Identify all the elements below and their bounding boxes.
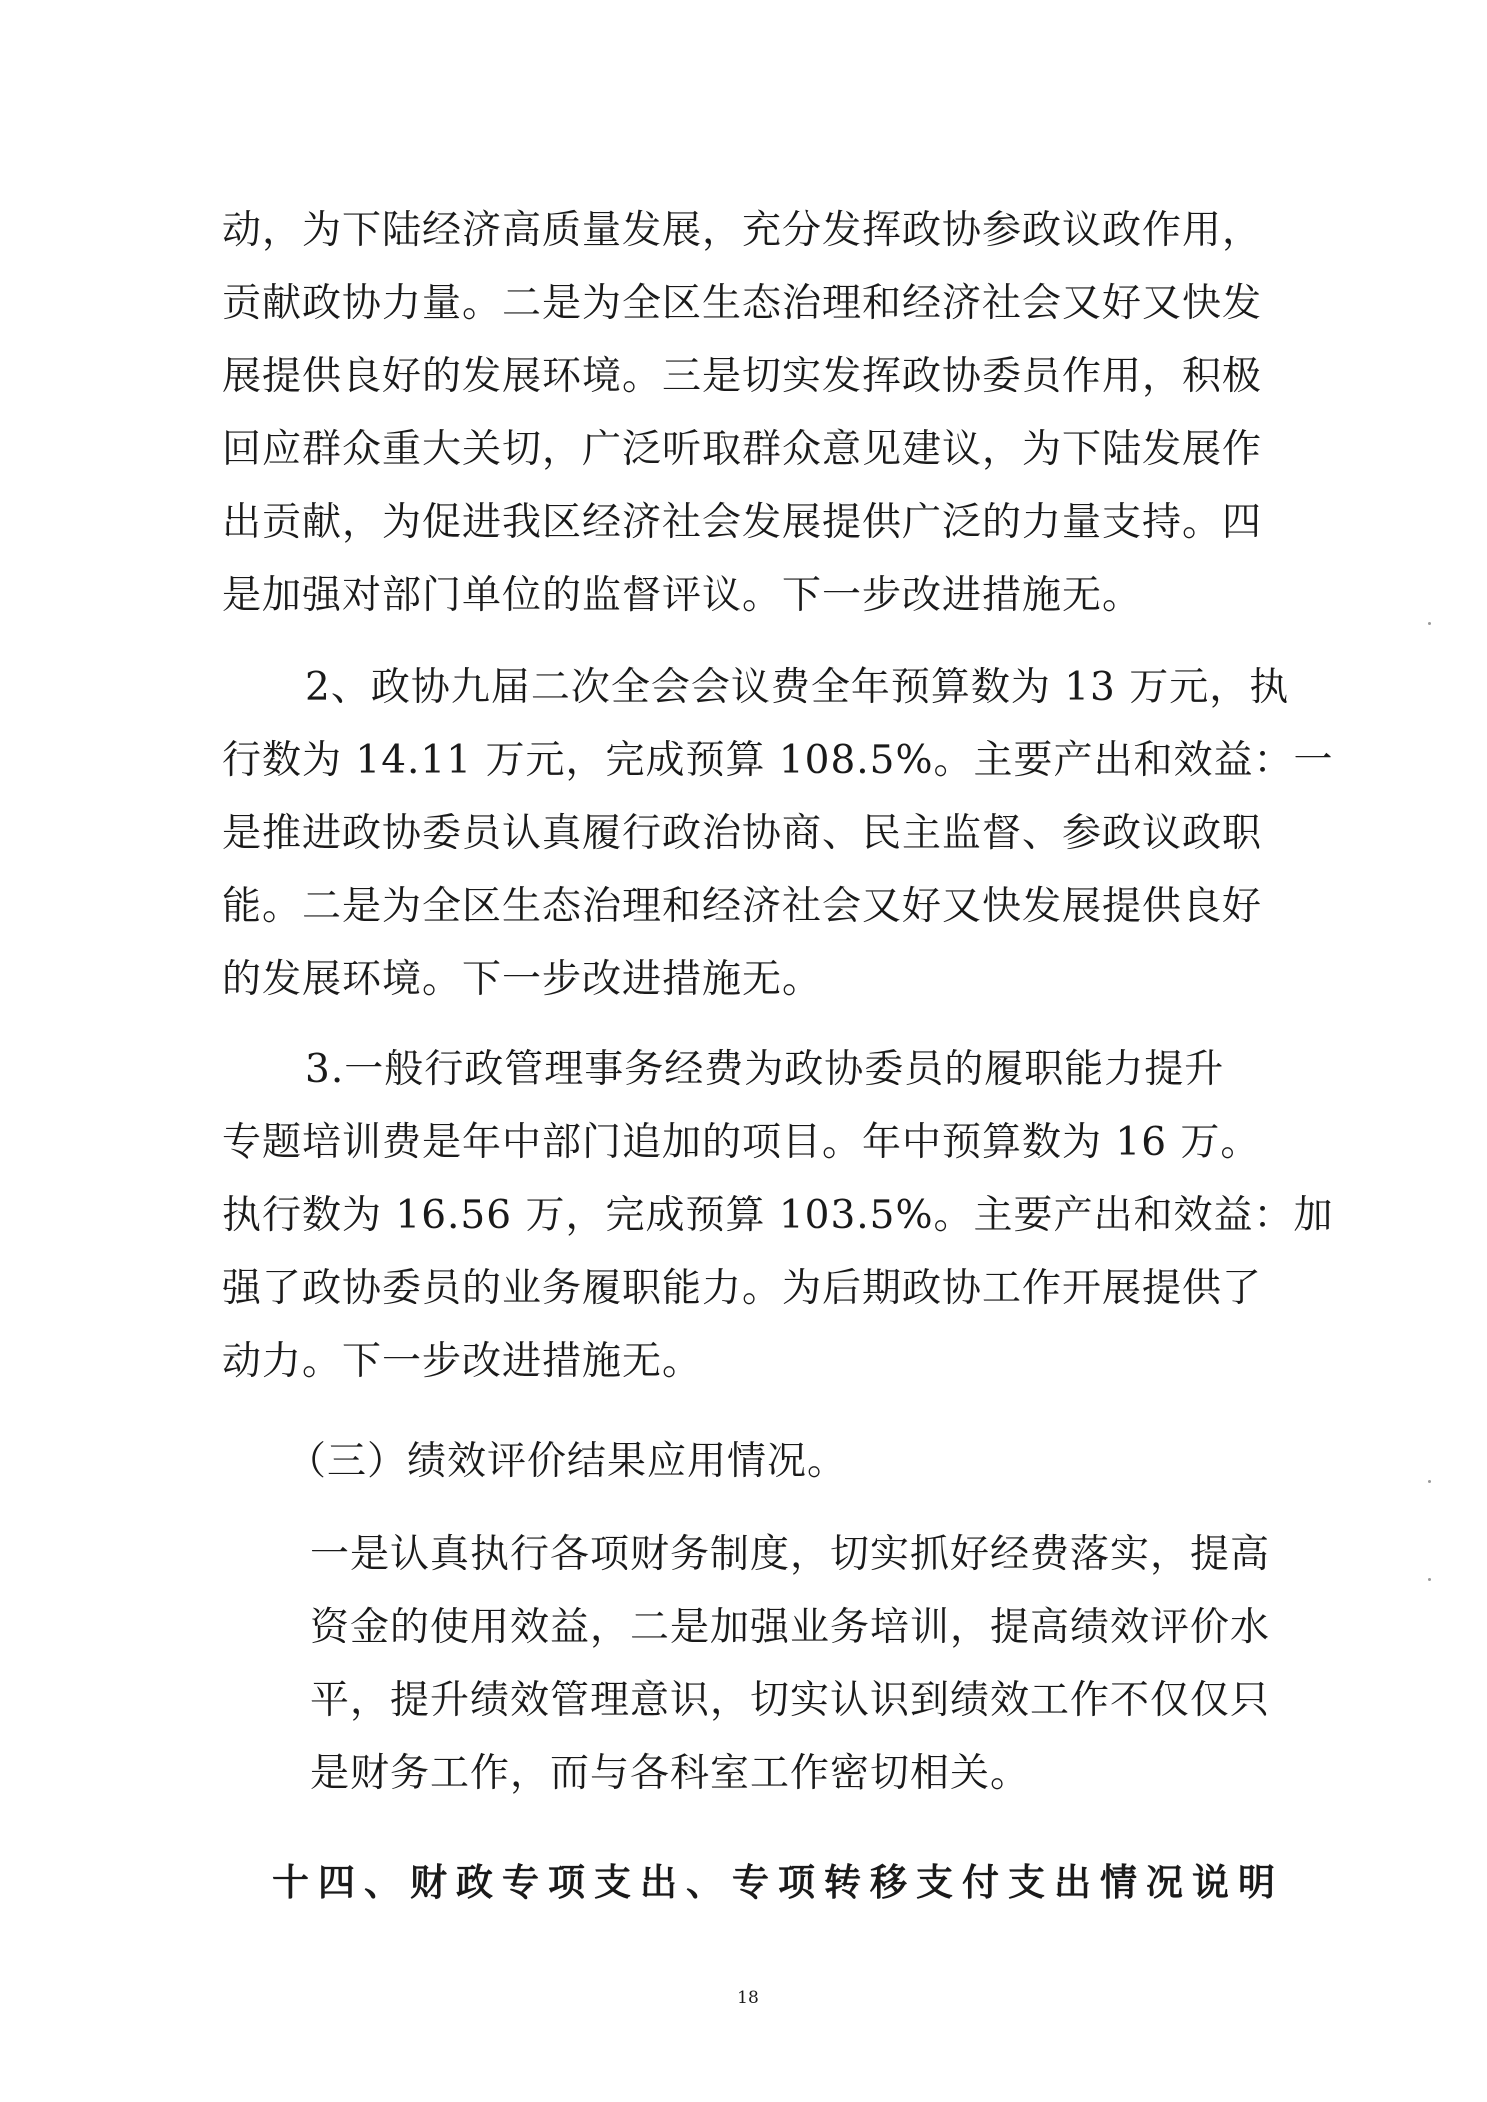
scan-speck	[1428, 622, 1431, 625]
text-line: 执行数为 16.56 万，完成预算 103.5%。主要产出和效益：加	[222, 1193, 1334, 1238]
text-line: 贡献政协力量。二是为全区生态治理和经济社会又好又快发	[222, 281, 1263, 326]
text-line: 一是认真执行各项财务制度，切实抓好经费落实，提高	[310, 1532, 1271, 1577]
text-line: （三）绩效评价结果应用情况。	[287, 1439, 848, 1484]
text-line: 平，提升绩效管理意识，切实认识到绩效工作不仅仅只	[310, 1678, 1271, 1723]
text-line: 行数为 14.11 万元，完成预算 108.5%。主要产出和效益：一	[222, 738, 1334, 783]
text-line: 的发展环境。下一步改进措施无。	[222, 957, 823, 1002]
text-line: 是推进政协委员认真履行政治协商、民主监督、参政议政职	[222, 811, 1263, 856]
page-number: 18	[737, 1988, 759, 2008]
scan-speck	[1428, 1480, 1431, 1483]
text-line: 回应群众重大关切，广泛听取群众意见建议，为下陆发展作	[222, 427, 1263, 472]
text-line: 专题培训费是年中部门追加的项目。年中预算数为 16 万。	[222, 1120, 1261, 1165]
text-line: 3.一般行政管理事务经费为政协委员的履职能力提升	[305, 1047, 1225, 1092]
text-line: 资金的使用效益，二是加强业务培训，提高绩效评价水	[310, 1605, 1271, 1650]
text-line: 是财务工作，而与各科室工作密切相关。	[310, 1751, 1031, 1796]
section-heading: 十四、财政专项支出、专项转移支付支出情况说明	[272, 1860, 1284, 1904]
text-line: 动，为下陆经济高质量发展，充分发挥政协参政议政作用，	[222, 208, 1263, 253]
text-line: 是加强对部门单位的监督评议。下一步改进措施无。	[222, 573, 1143, 618]
text-line: 动力。下一步改进措施无。	[222, 1339, 703, 1384]
text-line: 出贡献，为促进我区经济社会发展提供广泛的力量支持。四	[222, 500, 1263, 545]
text-line: 2、政协九届二次全会会议费全年预算数为 13 万元，执	[305, 665, 1290, 710]
text-line: 能。二是为全区生态治理和经济社会又好又快发展提供良好	[222, 884, 1263, 929]
text-line: 展提供良好的发展环境。三是切实发挥政协委员作用，积极	[222, 354, 1263, 399]
text-line: 强了政协委员的业务履职能力。为后期政协工作开展提供了	[222, 1266, 1263, 1311]
scan-speck	[1428, 1578, 1431, 1581]
